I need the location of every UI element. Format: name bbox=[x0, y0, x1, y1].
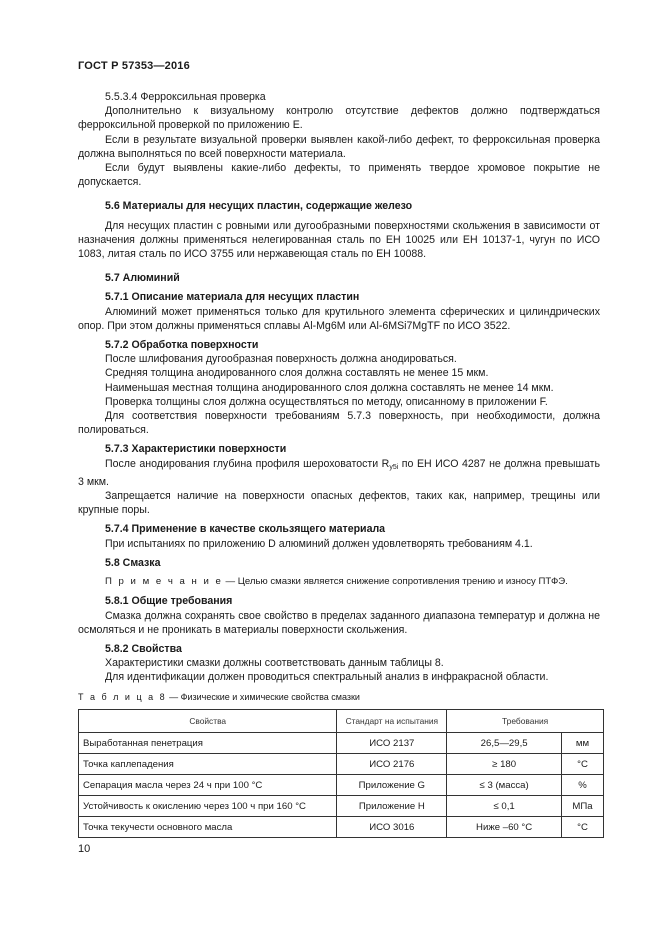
note bbox=[78, 575, 600, 589]
cell-property: Сепарация масла через 24 ч при 100 °С bbox=[79, 775, 337, 796]
paragraph: Для несущих пластин с ровными или дугообразными поверхностями скольжения в зависимости от назначения должны применяться нелегированная сталь по ЕН 10025 или ЕН 10137-1, чугун по ИСО 1083, литая сталь по ИСО 3755 или нержавеющая сталь по ЕН 10088. bbox=[78, 219, 600, 261]
paragraph: При испытаниях по приложению D алюминий должен удовлетворять требованиям 4.1. bbox=[105, 537, 533, 550]
note-text: — Целью смазки является снижение сопротивления трению и износу ПТФЭ. bbox=[222, 576, 568, 588]
paragraph: Для соответствия поверхности требованиям 5.7.3 поверхность, при необходимости, должна полироваться. bbox=[78, 410, 600, 437]
paragraph: Характеристики смазки должны соответствовать данным таблицы 8. bbox=[105, 657, 444, 670]
heading-5-5-3-4: 5.5.3.4 Ферроксильная проверка bbox=[105, 91, 266, 103]
paragraph: Дополнительно к визуальному контролю отсутствие дефектов должно подтверждаться ферроксильной проверкой по приложению E. bbox=[78, 105, 600, 132]
page-body bbox=[78, 90, 600, 685]
cell-requirement: Ниже –60 °С bbox=[447, 817, 562, 838]
page-number: 10 bbox=[78, 843, 91, 855]
cell-requirement: 26,5—29,5 bbox=[447, 733, 562, 754]
cell-standard: ИСО 2137 bbox=[337, 733, 447, 754]
heading-5-7-2: 5.7.2 Обработка поверхности bbox=[105, 339, 259, 352]
heading-5-7-3: 5.7.3 Характеристики поверхности bbox=[105, 443, 287, 456]
heading-5-7-1: 5.7.1 Описание материала для несущих пластин bbox=[105, 291, 360, 304]
heading-5-6: 5.6 Материалы для несущих пластин, содержащие железо bbox=[105, 200, 413, 213]
table-caption-text: — Физические и химические свойства смазки bbox=[166, 692, 360, 702]
table-row bbox=[79, 796, 604, 817]
paragraph: Проверка толщины слоя должна осуществляться по методу, описанному в приложении F. bbox=[105, 395, 548, 408]
cell-unit: °С bbox=[562, 754, 604, 775]
heading-5-7: 5.7 Алюминий bbox=[105, 272, 180, 285]
cell-property: Устойчивость к окислению через 100 ч при 160 °С bbox=[79, 796, 337, 817]
heading-5-8-2: 5.8.2 Свойства bbox=[105, 642, 182, 655]
cell-unit: % bbox=[562, 775, 604, 796]
cell-standard: Приложение H bbox=[337, 796, 447, 817]
table-row bbox=[79, 775, 604, 796]
cell-property: Точка каплепадения bbox=[79, 754, 337, 775]
note-label: П р и м е ч а н и е bbox=[105, 576, 223, 588]
header-test-standard: Стандарт на испытания bbox=[337, 710, 447, 733]
paragraph: После шлифования дугообразная поверхность должна анодироваться. bbox=[105, 353, 457, 366]
cell-requirement: ≤ 3 (масса) bbox=[447, 775, 562, 796]
header-requirements: Требования bbox=[447, 710, 604, 733]
roughness-subscript: y5i bbox=[389, 463, 399, 471]
header-properties: Свойства bbox=[79, 710, 337, 733]
paragraph-roughness bbox=[78, 457, 600, 489]
roughness-text-end: по ЕН ИСО 4287 не должна превышать 3 мкм. bbox=[78, 457, 600, 488]
paragraph: Для идентификации должен проводиться спектральный анализ в инфракрасной области. bbox=[105, 671, 549, 684]
paragraph: Смазка должна сохранять свое свойство в пределах заданного диапазона температур и должна не осмоляться и не проникать в материалы поверхности скольжения. bbox=[78, 609, 600, 636]
paragraph: Если будут выявлены какие-либо дефекты, то применять твердое хромовое покрытие не допускается. bbox=[78, 162, 600, 189]
heading-5-8: 5.8 Смазка bbox=[105, 556, 161, 569]
paragraph: Алюминий может применяться только для крутильного элемента сферических и цилиндрических опор. При этом должны применяться сплавы Al-Mg6M или Al-6MSi7MgTF по ИСО 3522. bbox=[78, 305, 600, 332]
properties-table bbox=[78, 709, 604, 838]
paragraph: Средняя толщина анодированного слоя должна составлять не менее 15 мкм. bbox=[105, 367, 489, 380]
heading-5-8-1: 5.8.1 Общие требования bbox=[105, 595, 233, 608]
paragraph: Запрещается наличие на поверхности опасных дефектов, таких как, например, трещины или крупные поры. bbox=[78, 490, 600, 517]
cell-unit: °С bbox=[562, 817, 604, 838]
cell-property: Выработанная пенетрация bbox=[79, 733, 337, 754]
cell-requirement: ≤ 0,1 bbox=[447, 796, 562, 817]
table-caption bbox=[78, 692, 360, 702]
table-row bbox=[79, 817, 604, 838]
cell-standard: ИСО 3016 bbox=[337, 817, 447, 838]
paragraph: Наименьшая местная толщина анодированного слоя должна составлять не менее 14 мкм. bbox=[105, 381, 554, 394]
table-row bbox=[79, 754, 604, 775]
cell-standard: Приложение G bbox=[337, 775, 447, 796]
cell-unit: МПа bbox=[562, 796, 604, 817]
roughness-text-start: После анодирования глубина профиля шероховатости R bbox=[105, 457, 390, 470]
cell-unit: мм bbox=[562, 733, 604, 754]
document-header: ГОСТ Р 57353—2016 bbox=[78, 60, 190, 72]
table-header-row bbox=[79, 710, 604, 733]
cell-property: Точка текучести основного масла bbox=[79, 817, 337, 838]
cell-standard: ИСО 2176 bbox=[337, 754, 447, 775]
heading-5-7-4: 5.7.4 Применение в качестве скользящего материала bbox=[105, 523, 386, 536]
table-row bbox=[79, 733, 604, 754]
paragraph: Если в результате визуальной проверки выявлен какой-либо дефект, то ферроксильная проверка должна выполняться по всей поверхности материала. bbox=[78, 133, 600, 160]
cell-requirement: ≥ 180 bbox=[447, 754, 562, 775]
table-caption-label: Т а б л и ц а 8 bbox=[78, 692, 167, 702]
